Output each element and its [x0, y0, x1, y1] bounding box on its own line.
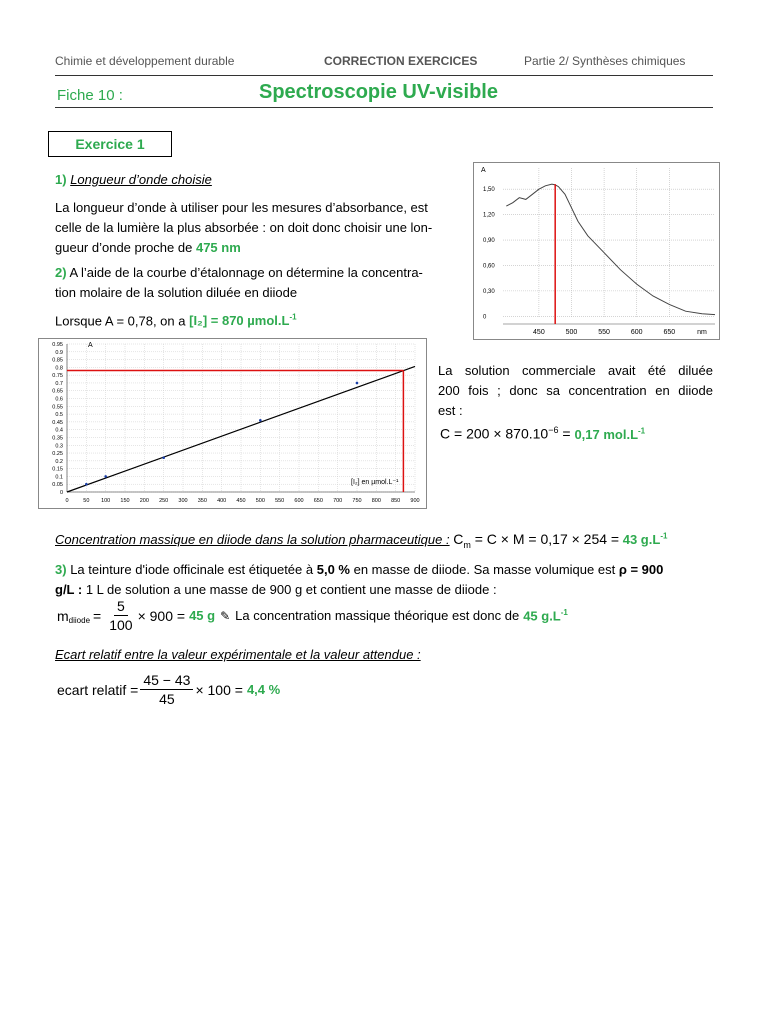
calibration-x-tick-label: 100 — [101, 498, 111, 504]
cm-c: C — [453, 531, 464, 547]
dilution-line2: 200 fois ; donc sa concentration en diiode — [438, 383, 713, 398]
spectrum-y-tick-label: 1,50 — [483, 187, 495, 194]
calibration-y-tick-label: 0.95 — [52, 342, 63, 348]
calibration-y-tick-label: 0.1 — [55, 474, 63, 481]
calibration-y-tick-label: 0.85 — [52, 357, 63, 364]
spectrum-y-tick-label: 0,90 — [483, 238, 495, 245]
calibration-x-tick-label: 0 — [65, 498, 69, 504]
q3-result2-text: 45 g.L — [523, 608, 561, 624]
calibration-y-tick-label: 0.4 — [55, 427, 63, 434]
q3-line1 — [55, 560, 715, 580]
calibration-x-tick-label: 200 — [139, 498, 149, 504]
calibration-x-tick-label: 450 — [236, 498, 246, 504]
calibration-x-tick-label: 900 — [410, 498, 420, 504]
q3-times900: × 900 = — [137, 607, 186, 624]
dilution-formula-text: C = 200 × 870.10 — [440, 425, 549, 442]
spectrum-x-tick-label: 500 — [565, 329, 578, 336]
q1-line1: La longueur d’onde à utiliser pour les mesures d’absorbance, est — [55, 200, 428, 215]
calibration-x-tick-label: 400 — [217, 498, 227, 504]
spectrum-y-tick-label: 1,20 — [483, 212, 495, 219]
q2-line1-wrap — [55, 263, 475, 283]
dilution-formula-exp: −6 — [548, 425, 559, 435]
q1-heading: Longueur d’onde choisie — [70, 172, 212, 187]
q2-number: 2) — [55, 265, 67, 280]
q2-lorsque: Lorsque A = 0,78, on a — [55, 313, 186, 329]
q3-eq: = — [93, 607, 102, 624]
spectrum-y-tick-label: 0 — [483, 314, 487, 321]
cm-formula-rest: = C × M = 0,17 × 254 = — [470, 531, 620, 547]
q1-heading-line — [55, 170, 212, 190]
q2-answer-exp: -1 — [289, 313, 297, 322]
calibration-x-tick-label: 250 — [159, 498, 169, 504]
calibration-y-tick-label: 0.5 — [55, 412, 63, 419]
calibration-y-tick-label: 0.25 — [52, 451, 63, 458]
header-rule-top — [55, 75, 713, 76]
q3-text2a: g/L : — [55, 582, 83, 597]
fiche-label: Fiche 10 : — [57, 87, 123, 104]
calibration-x-tick-label: 150 — [120, 498, 130, 504]
calibration-y-tick-label: 0.35 — [52, 435, 63, 442]
exercise-label: Exercice 1 — [75, 136, 145, 152]
header-part: Partie 2/ Synthèses chimiques — [524, 54, 686, 68]
ecart-result: 4,4 % — [246, 682, 281, 697]
calibration-point — [85, 483, 88, 486]
calibration-x-tick-label: 300 — [178, 498, 188, 504]
calibration-y-tick-label: 0.55 — [52, 404, 63, 411]
calibration-y-tick-label: 0.7 — [55, 380, 63, 387]
dilution-result — [574, 427, 645, 442]
cm-result — [623, 532, 668, 547]
q3-m-sub: diiode — [68, 616, 91, 625]
q3-m: m — [57, 607, 69, 624]
ecart-fraction — [140, 672, 193, 707]
q2-text — [55, 263, 475, 303]
ecart-den: 45 — [159, 691, 175, 707]
q2-line1: A l’aide de la courbe d’étalonnage on détermine la concentra- — [69, 265, 423, 280]
cm-label: Concentration massique en diiode dans la solution pharmaceutique : — [55, 532, 450, 547]
calibration-point — [259, 419, 262, 422]
calibration-x-tick-label: 650 — [313, 498, 323, 504]
spectrum-x-tick-label: 650 — [663, 329, 676, 336]
q3-text1b: en masse de diiode. Sa masse volumique est — [353, 562, 616, 577]
q1-text — [55, 198, 470, 258]
header-rule-bottom — [55, 107, 713, 108]
q2-line2: tion molaire de la solution diluée en diiode — [55, 285, 298, 300]
q3-frac-num: 5 — [114, 598, 128, 616]
calibration-y-tick-label: 0.6 — [55, 396, 63, 403]
dilution-formula — [440, 425, 645, 442]
header-subject: Chimie et développement durable — [55, 54, 235, 68]
q3-fraction — [106, 598, 135, 633]
q3-result2-exp: -1 — [560, 607, 568, 617]
calibration-y-label: A — [88, 342, 93, 349]
calibration-x-tick-label: 550 — [275, 498, 285, 504]
dilution-text — [438, 361, 713, 401]
ecart-num: 45 − 43 — [140, 672, 193, 690]
q3-line2 — [55, 580, 715, 600]
calibration-x-tick-label: 600 — [294, 498, 304, 504]
calibration-y-tick-label: 0.65 — [52, 388, 63, 395]
q2-reading-line — [55, 308, 297, 331]
calibration-x-tick-label: 500 — [255, 498, 265, 504]
calibration-y-tick-label: 0.75 — [52, 373, 63, 380]
ecart-label: ecart relatif = — [57, 681, 139, 698]
calibration-chart — [38, 338, 427, 509]
calibration-y-tick-label: 0.2 — [55, 458, 63, 465]
q1-line3-wrap — [55, 238, 470, 258]
calibration-x-tick-label: 700 — [333, 498, 343, 504]
calibration-point — [162, 456, 165, 459]
q3-result: 45 g — [189, 608, 216, 623]
q1-line2: celle de la lumière la plus absorbée : on doit donc choisir une lon- — [55, 220, 433, 235]
q1-number: 1) — [55, 172, 67, 187]
cm-formula — [453, 531, 620, 550]
q1-line3: gueur d’onde proche de — [55, 240, 193, 255]
dilution-line1: La solution commerciale avait été diluée — [438, 363, 713, 378]
q3-formula — [57, 598, 568, 633]
dilution-result-text: 0,17 mol.L — [574, 426, 639, 442]
ecart-formula — [57, 672, 280, 707]
q2-answer-text: [I₂] = 870 µmol.L — [189, 313, 290, 329]
cm-line — [55, 531, 667, 550]
calibration-y-tick-label: 0.3 — [55, 443, 63, 450]
q3-rho: ρ = 900 — [618, 562, 664, 577]
q3-text3: La concentration massique théorique est donc de — [235, 608, 520, 623]
calibration-x-tick-label: 50 — [83, 498, 90, 504]
calibration-y-tick-label: 0.05 — [52, 482, 63, 489]
exercise-box — [48, 131, 172, 157]
calibration-y-tick-label: 0.8 — [55, 365, 63, 372]
spectrum-y-tick-label: 0,30 — [483, 288, 495, 295]
q3-text — [55, 560, 715, 600]
spectrum-x-tick-label: 600 — [630, 329, 643, 336]
q3-number: 3) — [55, 562, 67, 577]
q1-answer: 475 nm — [195, 240, 241, 255]
calibration-point — [356, 382, 359, 385]
ecart-times: × 100 = — [195, 681, 243, 698]
spectrum-y-tick-label: 0,60 — [483, 263, 495, 270]
q3-text2b: 1 L de solution a une masse de 900 g et contient une masse de diiode : — [85, 582, 497, 597]
calibration-x-tick-label: 750 — [352, 498, 362, 504]
calibration-x-tick-label: 800 — [371, 498, 381, 504]
header-correction: CORRECTION EXERCICES — [324, 54, 478, 68]
pointing-hand-icon: ✎ — [220, 608, 231, 623]
calibration-y-tick-label: 0.15 — [52, 466, 63, 473]
dilution-result-exp: -1 — [638, 426, 646, 436]
calibration-point — [104, 475, 107, 478]
q3-pct: 5,0 % — [316, 562, 350, 577]
spectrum-chart — [473, 162, 720, 340]
spectrum-y-label: A — [481, 167, 486, 174]
q3-text1a: La teinture d'iode officinale est étiquetée à — [70, 562, 314, 577]
dilution-line3: est : — [438, 403, 463, 418]
spectrum-x-tick-label: 450 — [533, 329, 545, 336]
cm-sub: m — [463, 539, 471, 550]
page-title: Spectroscopie UV-visible — [259, 81, 498, 103]
calibration-x-tick-label: 350 — [197, 498, 207, 504]
cm-result-exp: -1 — [660, 531, 668, 541]
q2-answer — [189, 313, 296, 328]
calibration-y-tick-label: 0.45 — [52, 419, 63, 426]
q3-frac-den: 100 — [109, 617, 133, 633]
dilution-formula-eq: = — [562, 425, 571, 442]
calibration-x-label: [I₂] en µmol.L⁻¹ — [351, 479, 399, 486]
spectrum-frame — [474, 163, 720, 340]
cm-result-text: 43 g.L — [622, 532, 661, 547]
spectrum-x-tick-label: 550 — [598, 329, 610, 336]
calibration-x-tick-label: 850 — [391, 498, 401, 504]
spectrum-x-unit: nm — [697, 329, 707, 336]
ecart-heading: Ecart relatif entre la valeur expérimentale et la valeur attendue : — [55, 647, 421, 662]
calibration-y-tick-label: 0 — [59, 490, 63, 496]
q3-result2 — [523, 608, 568, 623]
calibration-y-tick-label: 0.9 — [55, 349, 63, 356]
